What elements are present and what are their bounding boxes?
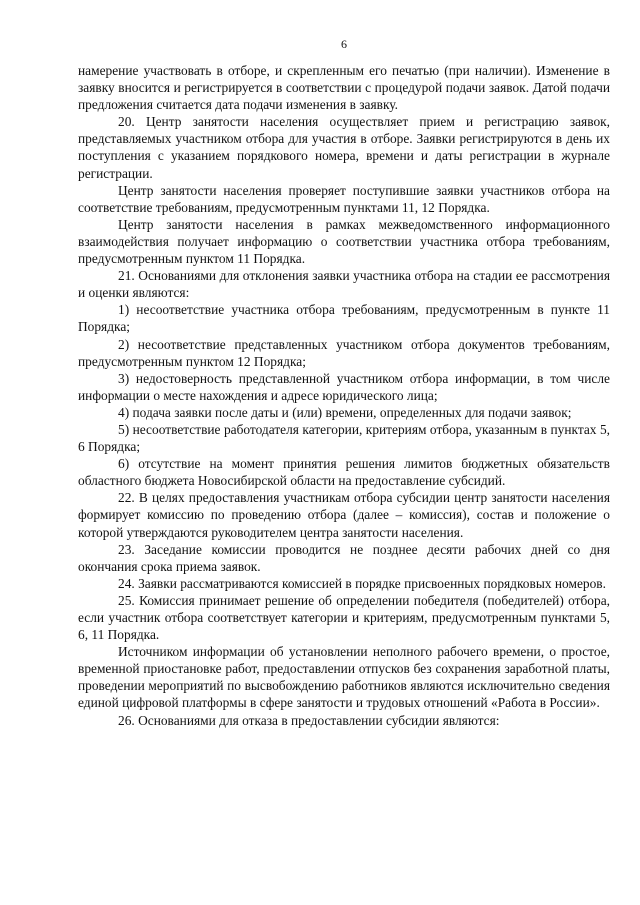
list-item-4: 4) подача заявки после даты и (или) времени, определенных для подачи заявок;	[118, 404, 572, 420]
list-item-1: 1) несоответствие участника отбора требованиям, предусмотренным в пункте 11 Порядка;	[78, 302, 610, 335]
paragraph-check-requirements: Центр занятости населения проверяет поступившие заявки участников отбора на соответствие требованиям, предусмотренным пунктами 11, 12 Порядка.	[78, 182, 610, 215]
list-item-2: 2) несоответствие представленных участником отбора документов требованиям, предусмотренным пунктом 12 Порядка;	[78, 336, 610, 369]
list-item-3: 3) недостоверность представленной участником отбора информации, в том числе информации о месте нахождения и адресе юридического лица;	[78, 370, 610, 403]
paragraph-item-26: 26. Основаниями для отказа в предоставлении субсидии являются:	[118, 712, 500, 728]
paragraph-interagency-info: Центр занятости населения в рамках межведомственного информационного взаимодействия получает информацию о соответствии участника отбора требованиям, предусмотренным пунктом 11 Порядка.	[78, 216, 610, 267]
paragraph-info-source: Источником информации об установлении неполного рабочего времени, о простое, временной приостановке работ, предоставлении отпусков без сохранения заработной платы, проведении мероприятий по высвобождению работников являются исключительно сведения единой цифровой платформы в сфере занятости и трудовых отношений «Работа в России».	[78, 644, 610, 711]
paragraph-item-25: 25. Комиссия принимает решение об определении победителя (победителей) отбора, если участник отбора соответствует категории и критериям, предусмотренным пунктами 5, 6, 11 Порядка.	[78, 592, 610, 643]
list-item-6: 6) отсутствие на момент принятия решения лимитов бюджетных обязательств областного бюджета Новосибирской области на предоставление субсидий.	[78, 456, 610, 489]
paragraph-item-22: 22. В целях предоставления участникам отбора субсидии центр занятости населения формирует комиссию по проведению отбора (далее – комиссия), состав и положение о которой утверждаются руководителем центра занятости населения.	[78, 490, 610, 540]
paragraph-item-23: 23. Заседание комиссии проводится не позднее десяти рабочих дней со дня окончания срока приема заявок.	[78, 541, 610, 574]
paragraph-item-20: 20. Центр занятости населения осуществляет прием и регистрацию заявок, представляемых участником отбора для участия в отборе. Заявки регистрируются в день их поступления с указанием порядкового номера, времени и даты регистрации в журнале регистрации.	[78, 114, 610, 181]
page-number: 6	[341, 37, 347, 51]
paragraph-item-21: 21. Основаниями для отклонения заявки участника отбора на стадии ее рассмотрения и оценки являются:	[78, 268, 610, 301]
paragraph-continuation: намерение участвовать в отборе, и скрепленным его печатью (при наличии). Изменение в заявку вносится и регистрируется в соответствии с процедурой подачи заявок. Датой подачи предложения считается дата подачи изменения в заявку.	[78, 63, 610, 113]
list-item-5: 5) несоответствие работодателя категории, критериям отбора, указанным в пунктах 5, 6 Порядка;	[78, 421, 610, 455]
paragraph-item-24: 24. Заявки рассматриваются комиссией в порядке присвоенных порядковых номеров.	[118, 575, 606, 591]
